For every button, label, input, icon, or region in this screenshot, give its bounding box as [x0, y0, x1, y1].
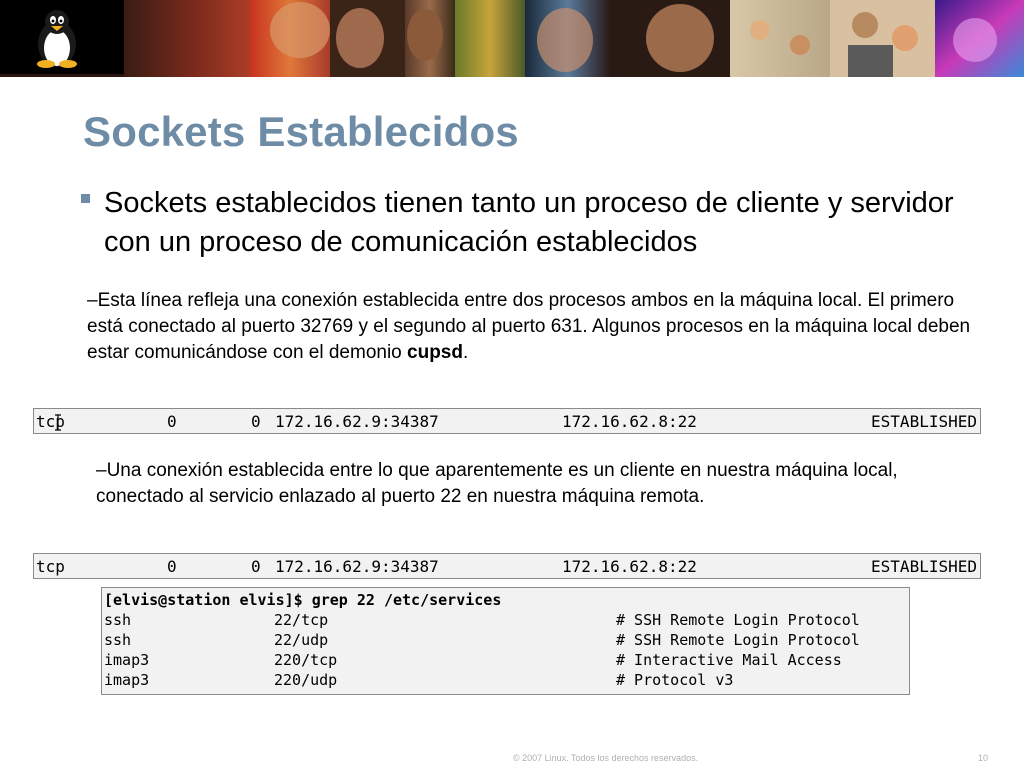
netstat-remote-address: 172.16.62.8:22 [562, 412, 697, 431]
netstat-send-q: 0 [251, 412, 261, 431]
terminal-output [101, 587, 910, 695]
netstat-line-2 [33, 553, 981, 579]
terminal-command: [elvis@station elvis]$ grep 22 /etc/services [104, 591, 502, 609]
netstat-remote-address: 172.16.62.8:22 [562, 557, 697, 576]
service-description: # Protocol v3 [616, 671, 734, 689]
netstat-proto: tcp [36, 412, 65, 431]
service-name: ssh [104, 611, 132, 629]
service-name: imap3 [104, 651, 150, 669]
service-port: 220/tcp [274, 651, 338, 669]
service-name: ssh [104, 631, 132, 649]
service-description: # SSH Remote Login Protocol [616, 611, 860, 629]
terminal-row [102, 611, 909, 631]
sub-bullet-1 [87, 288, 987, 366]
header-banner [0, 0, 1024, 77]
footer-copyright: © 2007 Linux. Todos los derechos reservados. [513, 753, 699, 763]
header-photo-collage [0, 0, 1024, 77]
sub-bullet-1-text: Esta línea refleja una conexión establecida entre dos procesos ambos en la máquina local. El primero está conectado al puerto 32769 y el segundo al puerto 631. Algunos procesos en la máquina local deben estar comunicándose con el demonio [87, 290, 971, 363]
service-port: 22/udp [274, 631, 329, 649]
netstat-local-address: 172.16.62.9:34387 [275, 412, 439, 431]
page-number: 10 [978, 753, 989, 763]
netstat-state: ESTABLISHED [871, 412, 977, 431]
terminal-row [102, 631, 909, 651]
tux-icon [0, 0, 124, 74]
netstat-recv-q: 0 [167, 412, 177, 431]
service-port: 22/tcp [274, 611, 329, 629]
netstat-recv-q: 0 [167, 557, 177, 576]
terminal-command-row [102, 591, 909, 611]
service-description: # Interactive Mail Access [616, 651, 842, 669]
bullet-square-icon [81, 194, 90, 203]
service-port: 220/udp [274, 671, 338, 689]
service-description: # SSH Remote Login Protocol [616, 631, 860, 649]
sub-bullet-2 [96, 458, 976, 510]
daemon-name: cupsd [407, 342, 463, 363]
tux-penguin-logo [0, 0, 124, 74]
terminal-row [102, 651, 909, 671]
netstat-line-1 [33, 408, 981, 434]
netstat-send-q: 0 [251, 557, 261, 576]
terminal-row [102, 671, 909, 691]
netstat-state: ESTABLISHED [871, 557, 977, 576]
netstat-proto: tcp [36, 557, 65, 576]
text-cursor-icon [54, 414, 62, 431]
service-name: imap3 [104, 671, 150, 689]
main-bullet-text: Sockets establecidos tienen tanto un proceso de cliente y servidor con un proceso de comunicación establecidos [104, 187, 954, 258]
sub-bullet-dash: – [96, 460, 107, 481]
sub-bullet-dash: – [87, 290, 98, 311]
sub-bullet-2-text: Una conexión establecida entre lo que aparentemente es un cliente en nuestra máquina local, conectado al servicio enlazado al puerto 22 en nuestra máquina remota. [96, 460, 898, 507]
netstat-local-address: 172.16.62.9:34387 [275, 557, 439, 576]
slide-title: Sockets Establecidos [83, 108, 519, 155]
sub-bullet-1-tail: . [462, 342, 469, 363]
